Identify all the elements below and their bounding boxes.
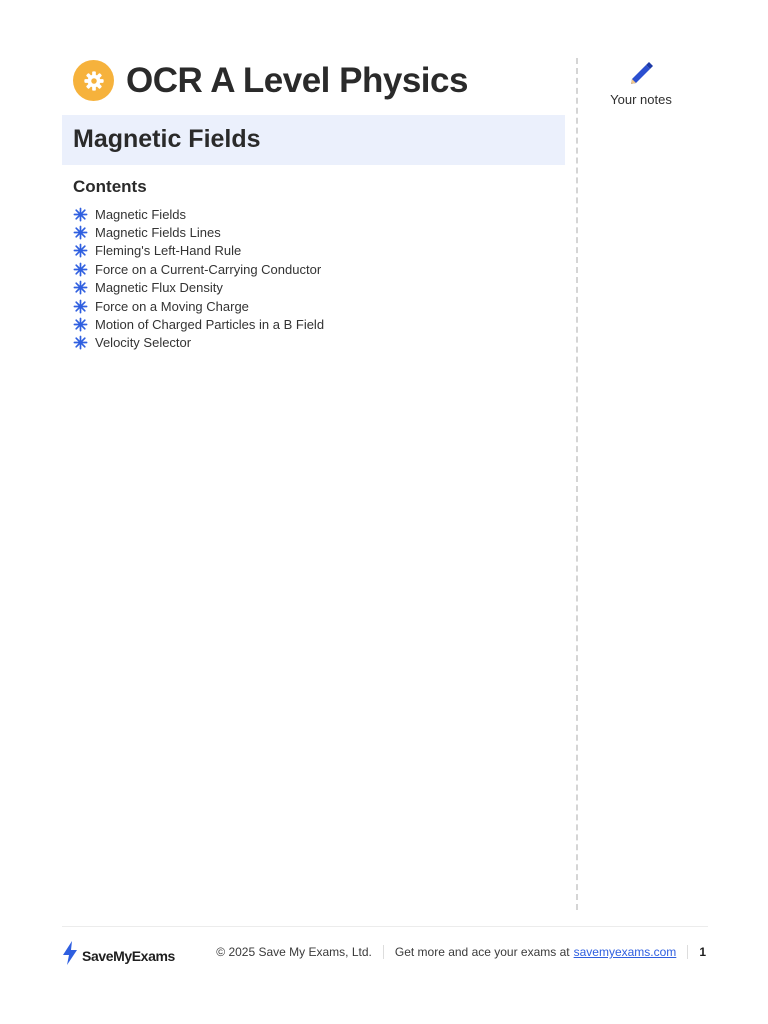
table-of-contents [73,205,324,352]
gear-icon [73,60,114,101]
asterisk-icon [73,262,88,277]
asterisk-icon [73,207,88,222]
notes-divider [576,58,578,910]
toc-link[interactable]: Magnetic Fields [95,206,187,222]
toc-item[interactable] [73,315,324,333]
brand-name: SaveMyExams [82,947,175,964]
contents-heading: Contents [73,177,147,196]
toc-link[interactable]: Fleming's Left-Hand Rule [95,243,242,259]
toc-link[interactable]: Magnetic Flux Density [95,280,223,296]
asterisk-icon [73,225,88,240]
footer-info [216,945,706,959]
toc-item[interactable] [73,334,324,352]
cta-text: Get more and ace your exams at [394,945,570,959]
toc-link[interactable]: Magnetic Fields Lines [95,225,221,241]
copyright-text: © 2025 Save My Exams, Ltd. [216,945,372,959]
page-number: 1 [699,945,706,959]
toc-item[interactable] [73,205,324,223]
toc-item[interactable] [73,279,324,297]
notes-panel [600,58,682,107]
toc-item[interactable] [73,260,324,278]
footer-divider [62,926,708,927]
footer-separator [687,945,688,959]
footer-separator [383,945,384,959]
toc-link[interactable]: Force on a Moving Charge [95,298,249,314]
toc-link[interactable]: Velocity Selector [95,335,192,351]
pencil-icon [626,71,656,88]
asterisk-icon [73,243,88,258]
asterisk-icon [73,280,88,295]
toc-link[interactable]: Motion of Charged Particles in a B Field [95,317,325,333]
brand-logo[interactable] [62,941,175,970]
notes-label: Your notes [610,92,672,107]
toc-item[interactable] [73,297,324,315]
website-link[interactable]: savemyexams.com [573,945,677,959]
section-title-band [62,115,565,165]
toc-item[interactable] [73,242,324,260]
asterisk-icon [73,317,88,332]
lightning-bolt-icon [62,941,78,970]
section-title: Magnetic Fields [73,125,261,153]
asterisk-icon [73,335,88,350]
asterisk-icon [73,299,88,314]
toc-link[interactable]: Force on a Current-Carrying Conductor [95,261,322,277]
document-header [73,60,468,101]
toc-item[interactable] [73,223,324,241]
document-title: OCR A Level Physics [126,61,468,100]
